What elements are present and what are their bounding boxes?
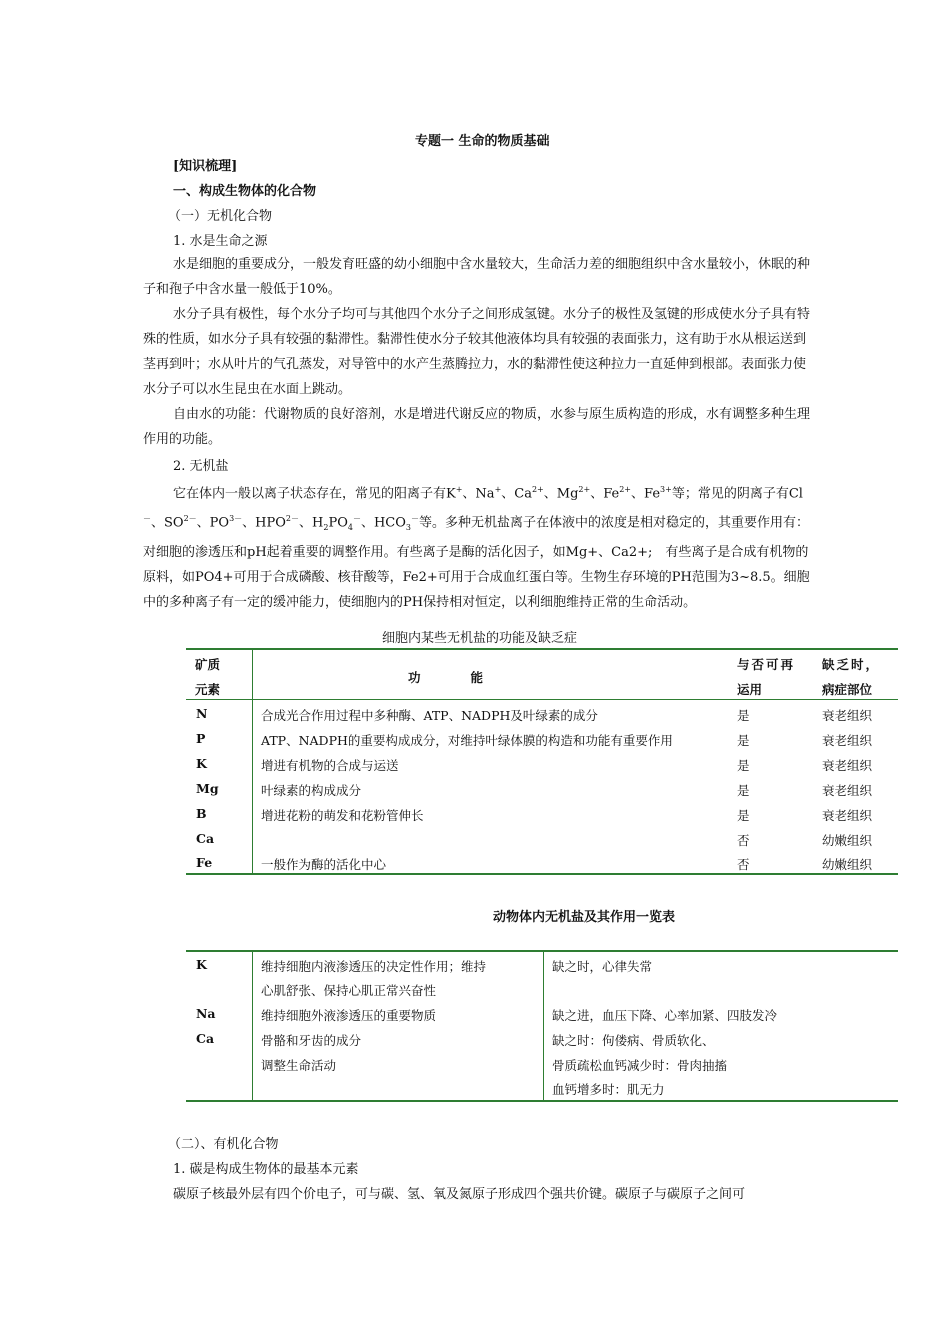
paragraph-carbon: 碳原子核最外层有四个价电子，可与碳、氢、氧及氮原子形成四个强共价键。碳原子与碳原子之间可 [173,1187,746,1202]
table2-deficit: 缺之进，血压下降、心率加紧、四肢发冷 [552,1008,778,1023]
paragraph-inorganic-salt: 它在体内一般以离子状态存在，常见的阳离子有K+、Na+、$Ca^{2+}$、$Mg^{2+}$、$Fe^{2+}$、$Fe^{3+}$等；常见的阴离子有Cl－、$SO^{2-}$、$PO^{3-}$、$HPO^{2-}$、$H_2PO_4^-$、$HCO_3^-$等。多种无机盐离子在体液中的浓度是相对稳定的，其重要作用有：对细胞的渗透压和pH起着重要的调整作用。有些离子是酶的活化因子，如Mg+、Ca2+; 有些离子是合成有机物的原料，如PO4+可用于合成磷酸、核苷酸等，Fe2+可用于合成血红蛋白等。生物生存环境的PH范围为3~8.5。细胞中的多种离子有一定的缓冲能力，使细胞内的PH保持相对恒定，以利细胞维持正常的生命活动。 [143,485,810,611]
table1-reuse: 否 [737,857,750,872]
section-tag: [知识梳理] [173,159,238,174]
heading-compounds: 一、构成生物体的化合物 [173,184,317,199]
table1-function: ATP、NADPH的重要构成成分，对维持叶绿体膜的构造和功能有重要作用 [261,733,673,748]
item-water: 1. 水是生命之源 [173,234,268,249]
table1-site: 衰老组织 [822,708,873,723]
table1-site: 衰老组织 [822,758,873,773]
table2-element: Ca [196,1031,215,1046]
table1-reuse: 是 [737,783,750,798]
table1-function: 一般作为酶的活化中心 [261,857,387,872]
table1-site: 幼嫩组织 [822,857,873,872]
table1-function: 叶绿素的构成成分 [261,783,362,798]
table1-header-reuse-2: 运用 [737,682,763,697]
table1-header-function: 功 能 [408,670,484,685]
table2-function: 调整生命活动 [261,1058,337,1073]
table1-function: 增进花粉的萌发和花粉管伸长 [261,808,424,823]
table1-header-reuse-1: 与否可再 [737,657,796,672]
table2-deficit: 缺之时，心律失常 [552,959,653,974]
table1-reuse: 否 [737,833,750,848]
table1-header-element-1: 矿质 [195,657,221,672]
item-inorganic-salt: 2. 无机盐 [173,459,229,474]
table1-element: K [196,756,207,771]
table2-deficit: 血钙增多时：肌无力 [552,1082,665,1097]
table1-reuse: 是 [737,708,750,723]
table1-element: N [196,706,208,721]
paragraph-water-2: 水分子具有极性，每个水分子均可与其他四个水分子之间形成氢键。水分子的极性及氢键的形成使水分子具有特殊的性质，如水分子具有较强的黏滞性。黏滞性使水分子较其他液体均具有较强的表面张力，这有助于水从根运送到茎再到叶；水从叶片的气孔蒸发，对导管中的水产生蒸腾拉力，水的黏滞性使这种拉力一直延伸到根部。表面张力使水分子可以水生昆虫在水面上跳动。 [143,307,811,397]
table2-element: K [196,957,207,972]
table1-element: B [196,806,207,821]
table1-function: 合成光合作用过程中多种酶、ATP、NADPH及叶绿素的成分 [261,708,598,723]
page-title: 专题一 生命的物质基础 [415,134,550,149]
table1-caption: 细胞内某些无机盐的功能及缺乏症 [382,631,578,646]
subheading-inorganic: （一）无机化合物 [168,209,273,224]
table2-function: 骨骼和牙齿的成分 [261,1033,362,1048]
table1-site: 幼嫩组织 [822,833,873,848]
table1-element: P [196,731,206,746]
table2-function: 心肌舒张、保持心肌正常兴奋性 [261,983,437,998]
paragraph-water-1: 水是细胞的重要成分，一般发育旺盛的幼小细胞中含水量较大，生命活力差的细胞组织中含水量较小，休眠的种子和孢子中含水量一般低于10%。 [143,257,811,297]
table2-function: 维持细胞外液渗透压的重要物质 [261,1008,437,1023]
table1-header-site-1: 缺乏时， [822,657,881,672]
subheading-organic: （二）、有机化合物 [168,1137,279,1152]
table2-deficit: 骨质疏松血钙减少时：骨肉抽搐 [552,1058,728,1073]
table2-caption: 动物体内无机盐及其作用一览表 [493,910,676,925]
table2-deficit: 缺之时：佝偻病、骨质软化、 [552,1033,715,1048]
item-carbon: 1. 碳是构成生物体的最基本元素 [173,1162,359,1177]
table1-element: Mg [196,781,219,796]
table1-header-element-2: 元素 [195,682,221,697]
paragraph-free-water: 自由水的功能：代谢物质的良好溶剂，水是增进代谢反应的物质，水参与原生质构造的形成，水有调整多种生理作用的功能。 [143,407,811,447]
table1-site: 衰老组织 [822,808,873,823]
table1-reuse: 是 [737,733,750,748]
table1-reuse: 是 [737,808,750,823]
table1-element: Fe [196,855,213,870]
table1-site: 衰老组织 [822,783,873,798]
table2-function: 维持细胞内液渗透压的决定性作用；维持 [261,959,487,974]
table1-element: Ca [196,831,215,846]
table1-site: 衰老组织 [822,733,873,748]
table1-reuse: 是 [737,758,750,773]
table1-header-site-2: 病症部位 [822,682,873,697]
table2-element: Na [196,1006,216,1021]
table1-function: 增进有机物的合成与运送 [261,758,399,773]
